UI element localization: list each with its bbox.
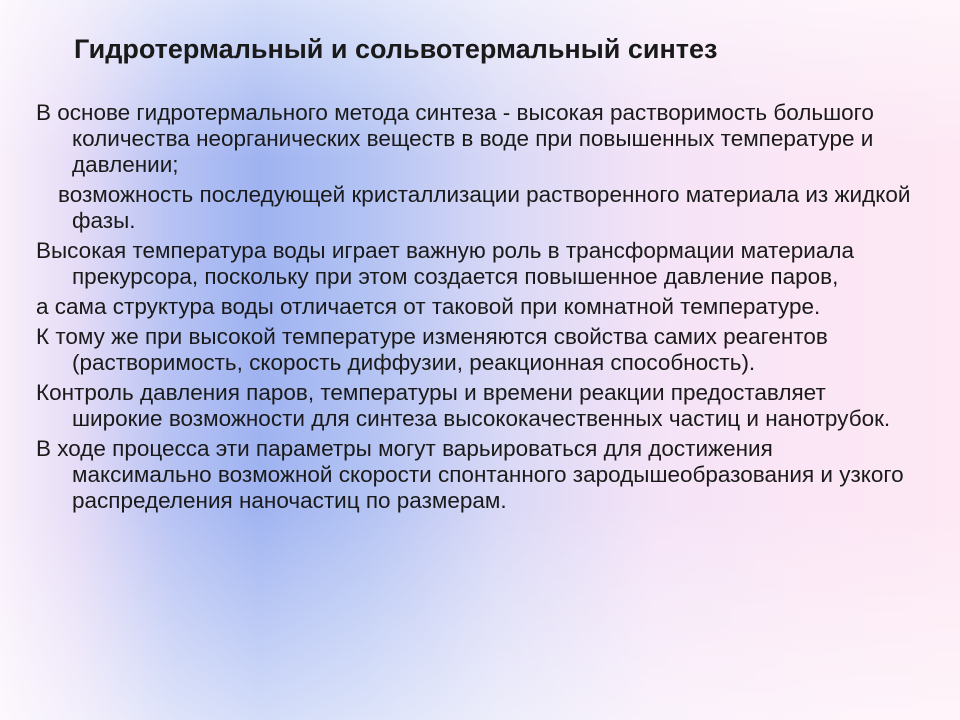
- slide-title: Гидротермальный и сольвотермальный синтез: [74, 34, 718, 64]
- paragraph-3: Высокая температура воды играет важную роль в трансформации материала прекурсора, поскольку при этом создается повышенное давление паров,: [36, 238, 854, 289]
- paragraph-7: В ходе процесса эти параметры могут варьироваться для достижения максимально возможной скорости спонтанного зародышеобразования и узкого распределения наночастиц по размерам.: [36, 436, 904, 513]
- slide-body: [36, 100, 916, 518]
- paragraph-4: а сама структура воды отличается от таковой при комнатной температуре.: [36, 294, 821, 319]
- paragraph-1: В основе гидротермального метода синтеза - высокая растворимость большого количества неорганических веществ в воде при повышенных температуре и давлении;: [36, 100, 874, 177]
- paragraph-2: возможность последующей кристаллизации растворенного материала из жидкой фазы.: [58, 182, 911, 233]
- paragraph-6: Контроль давления паров, температуры и времени реакции предоставляет широкие возможности для синтеза высококачественных частиц и нанотрубок.: [36, 380, 891, 431]
- paragraph-5: К тому же при высокой температуре изменяются свойства самих реагентов (растворимость, скорость диффузии, реакционная способность).: [36, 324, 828, 375]
